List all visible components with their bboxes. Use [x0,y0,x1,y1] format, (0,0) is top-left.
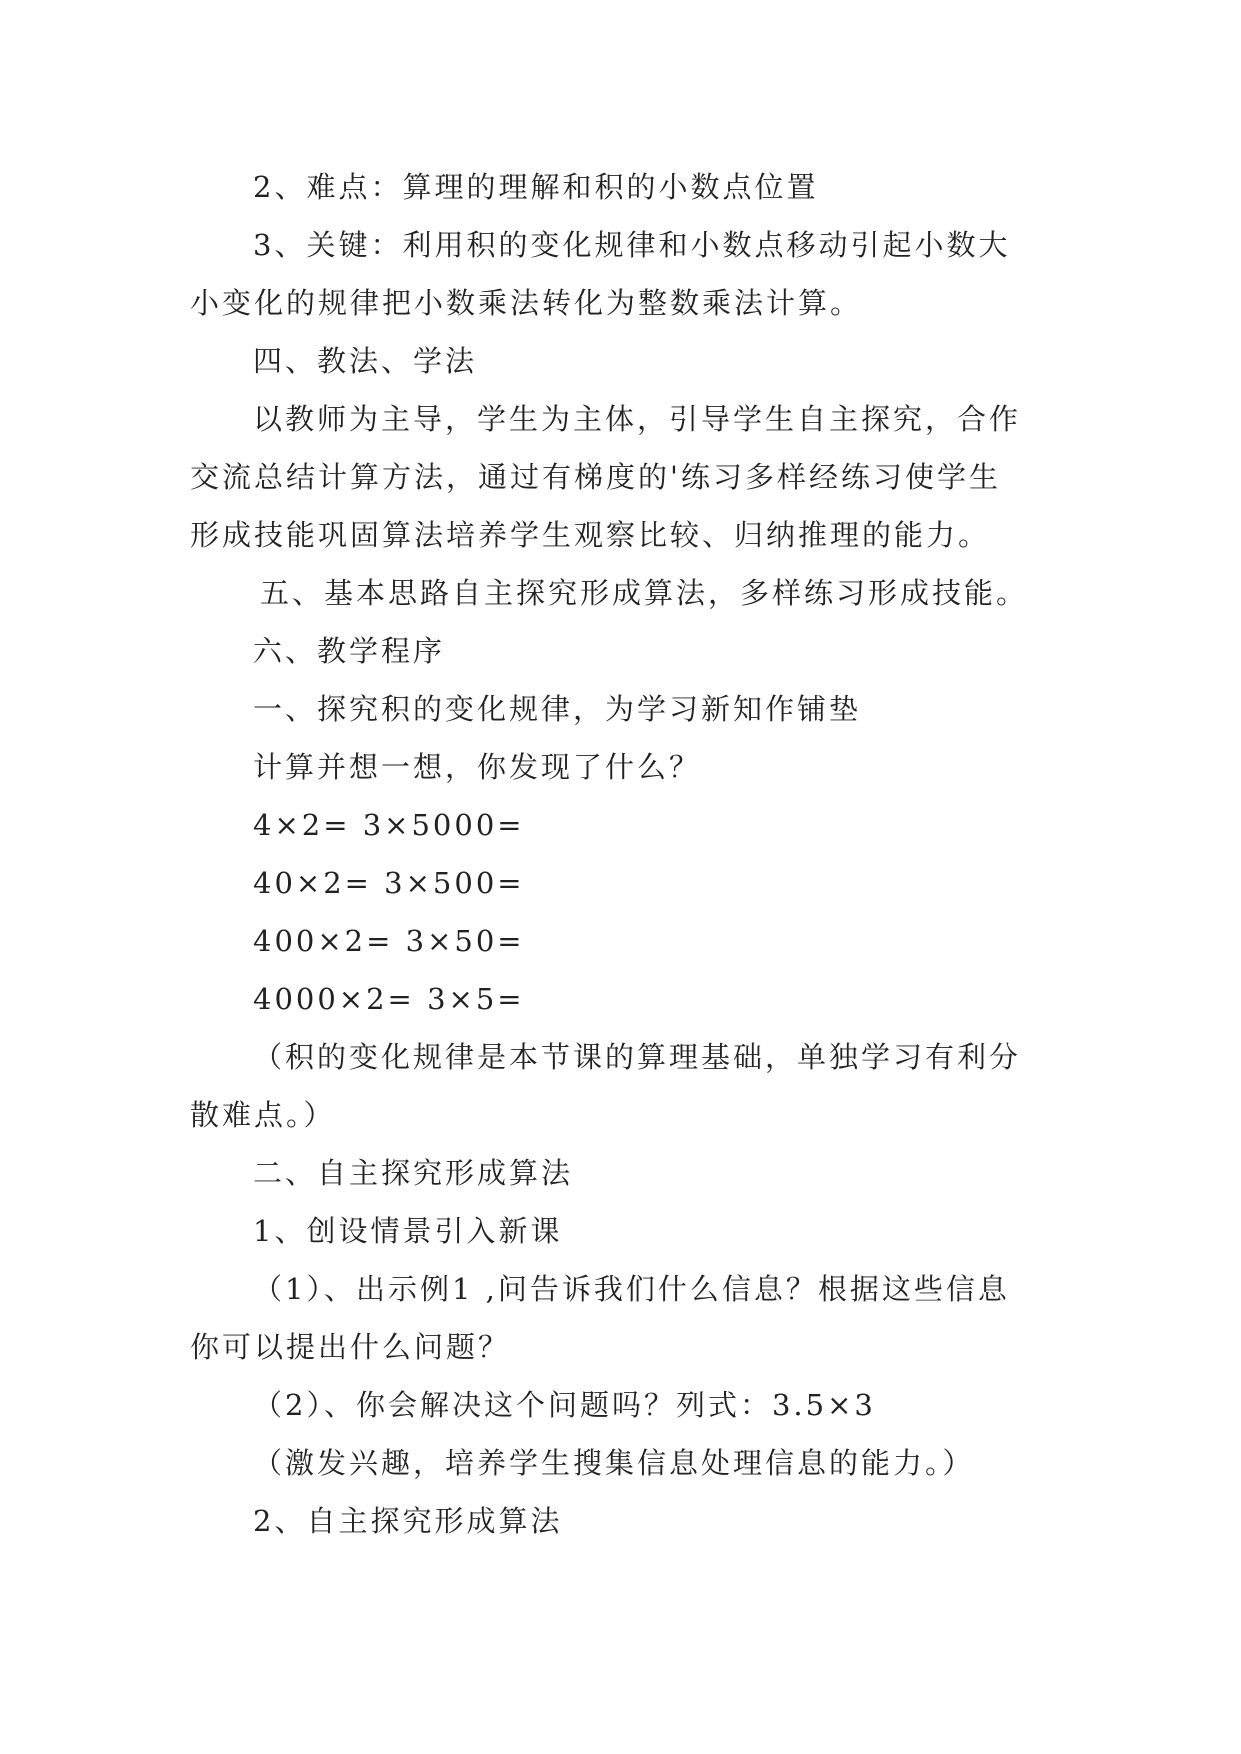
text-line-19: 1、创设情景引入新课 [253,1214,563,1248]
text-line-12: 4×2= 3×5000= [253,808,525,842]
text-line-18: 二、自主探究形成算法 [253,1156,574,1190]
text-line-9: 六、教学程序 [253,634,446,668]
text-line-15: 4000×2= 3×5= [253,982,525,1016]
text-line-1: 2、难点：算理的理解和积的小数点位置 [253,170,819,204]
text-line-16: （积的变化规律是本节课的算理基础，单独学习有利分 [253,1040,1022,1074]
text-line-24: 2、自主探究形成算法 [253,1504,563,1538]
text-line-2: 3、关键：利用积的变化规律和小数点移动引起小数大 [253,228,1011,262]
text-line-10: 一、探究积的变化规律，为学习新知作铺垫 [253,692,862,726]
text-line-14: 400×2= 3×50= [253,924,525,958]
text-line-22: （2）、你会解决这个问题吗？列式：3.5×3 [253,1388,876,1422]
text-line-8: 五、基本思路自主探究形成算法，多样练习形成技能。 [260,576,1029,610]
text-line-17: 散难点。） [190,1098,336,1132]
text-line-20: （1）、出示例1 ,问告诉我们什么信息？根据这些信息 [253,1272,1010,1306]
text-line-3: 小变化的规律把小数乘法转化为整数乘法计算。 [190,286,863,320]
text-line-21: 你可以提出什么问题？ [190,1330,511,1364]
text-line-11: 计算并想一想，你发现了什么？ [253,750,702,784]
text-line-5: 以教师为主导，学生为主体，引导学生自主探究，合作 [253,402,1022,436]
text-line-7: 形成技能巩固算法培养学生观察比较、归纳推理的能力。 [190,518,991,552]
text-line-13: 40×2= 3×500= [253,866,525,900]
text-line-23: （激发兴趣，培养学生搜集信息处理信息的能力。） [253,1446,975,1480]
text-line-6: 交流总结计算方法，通过有梯度的'练习多样经练习使学生 [190,460,1001,494]
text-line-4: 四、教法、学法 [253,344,478,378]
